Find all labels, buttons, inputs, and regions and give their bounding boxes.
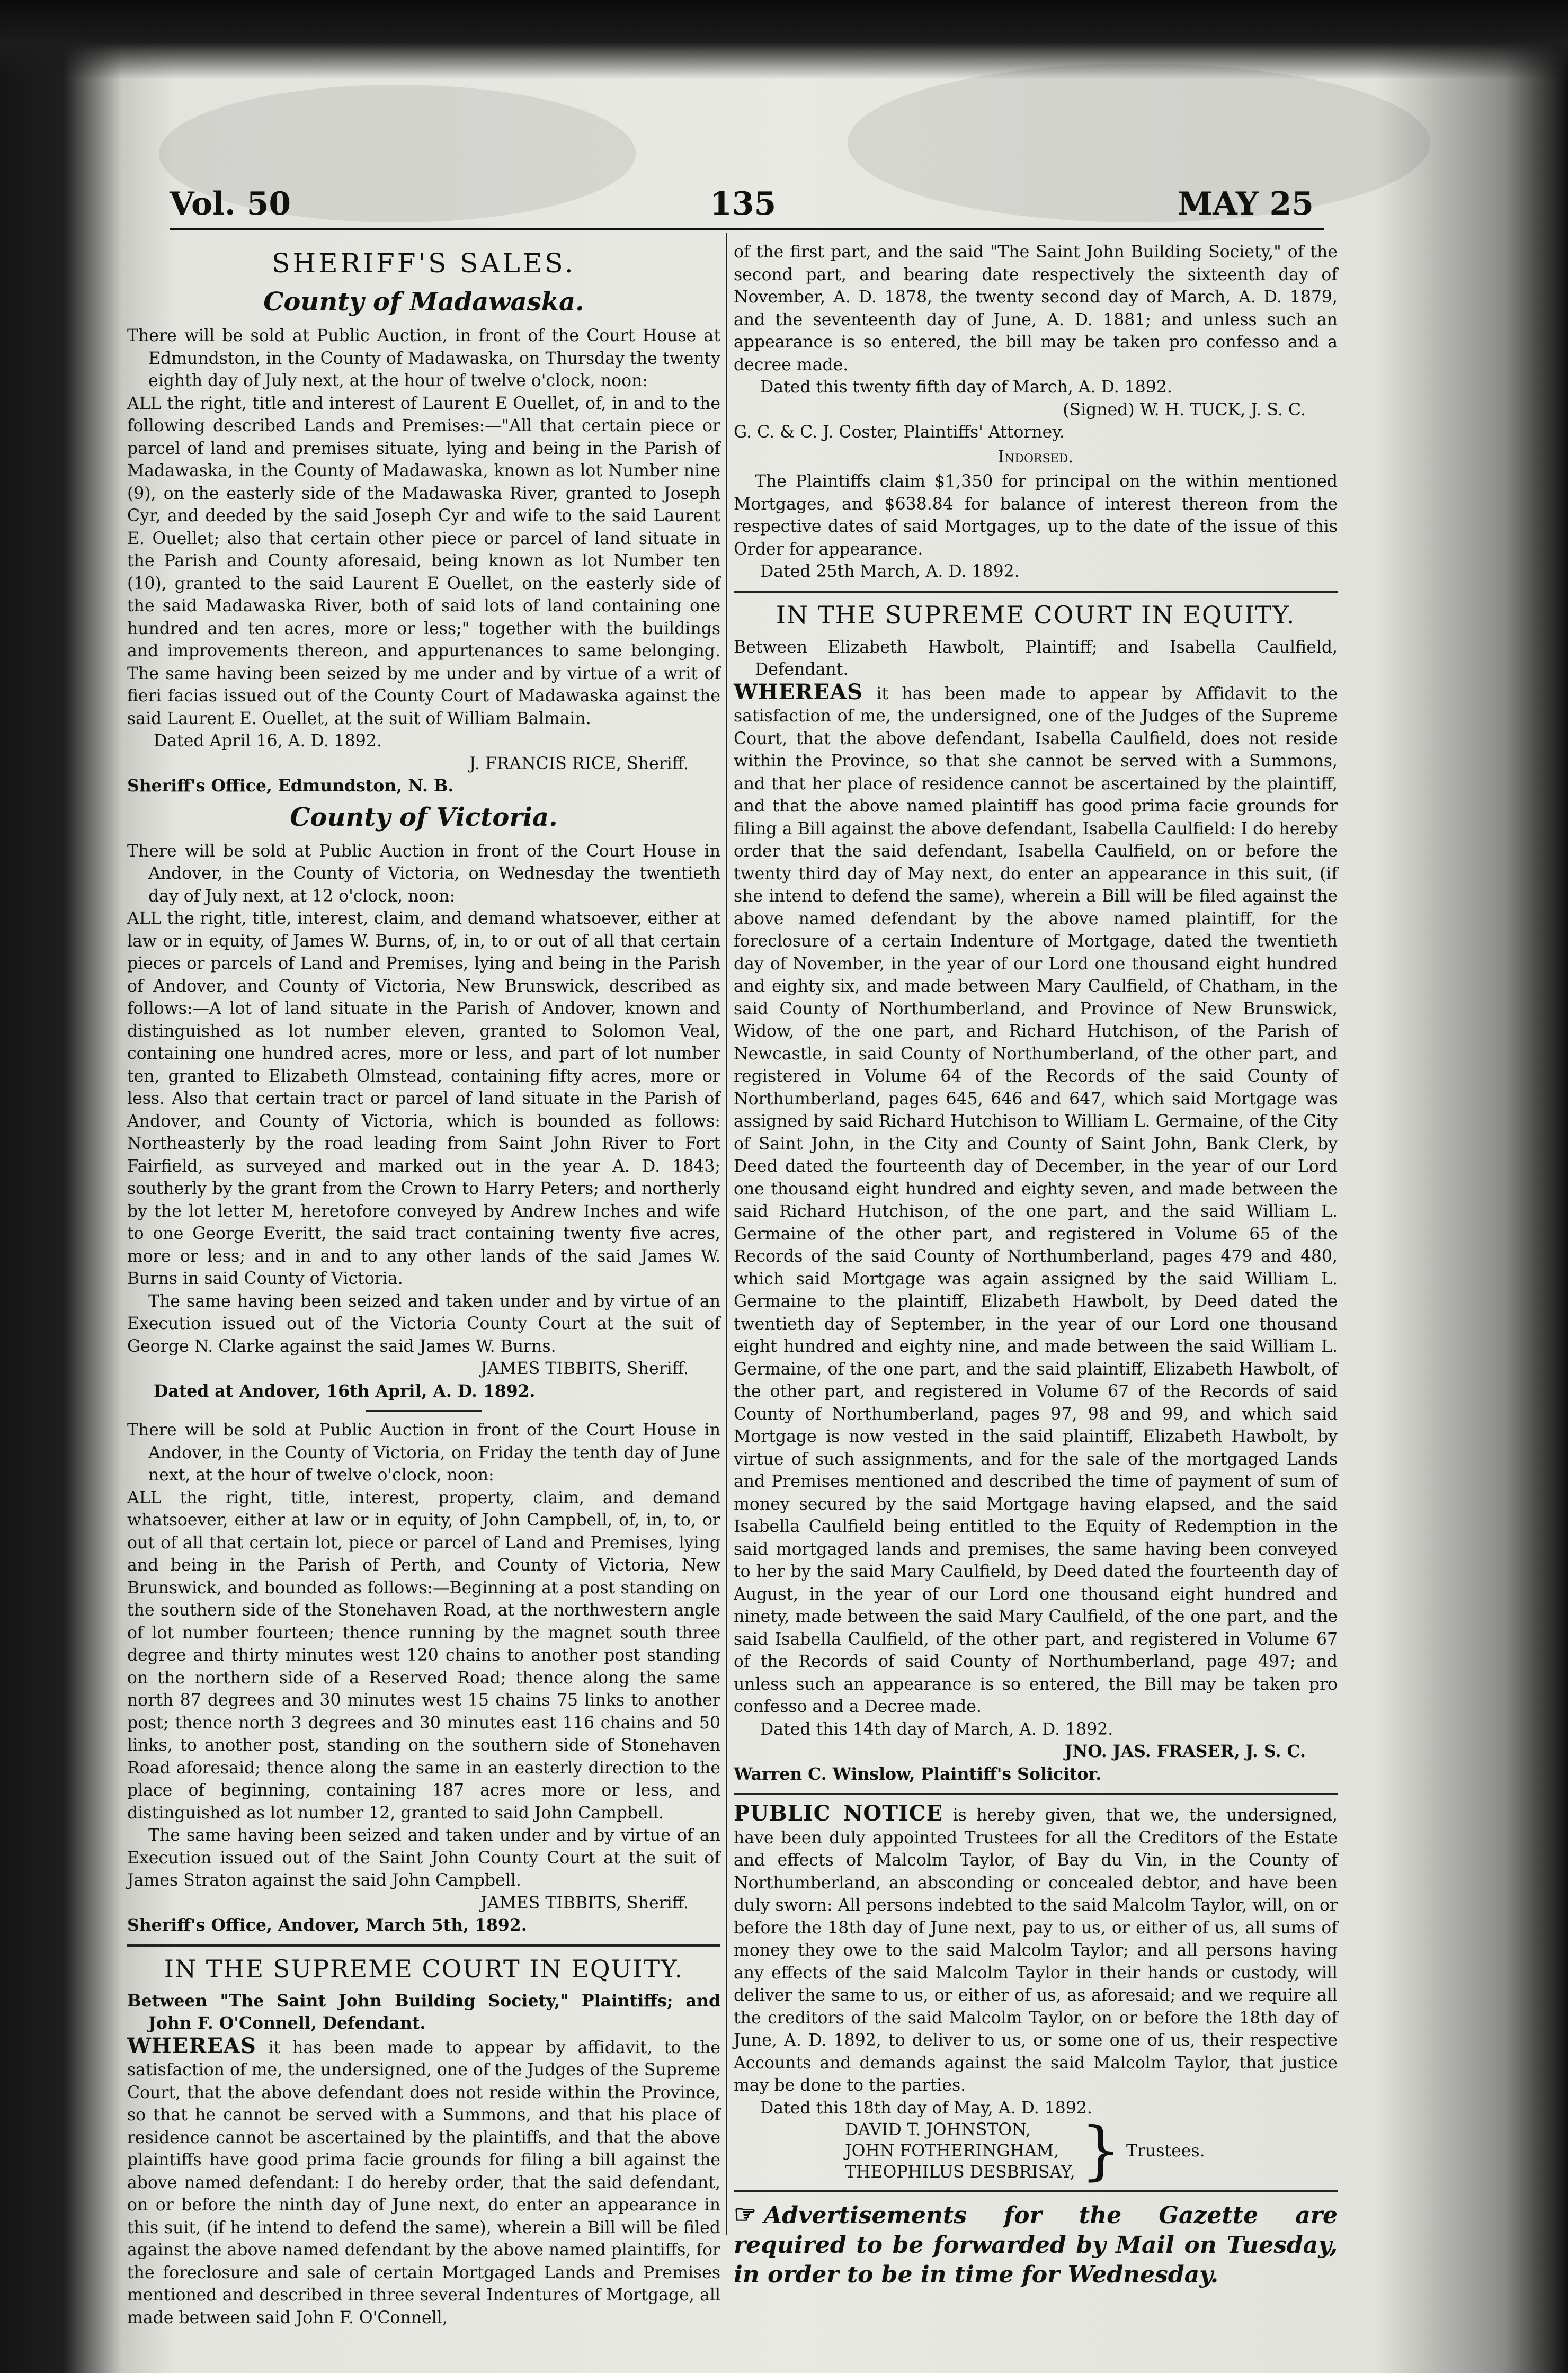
- equity1-indorsed: Indorsed.: [997, 447, 1074, 467]
- column-divider: [726, 233, 727, 2235]
- victoria-sale1-intro: There will be sold at Public Auction in front of the Court House in Andover, in the County of Victoria, on Wednesday the twentieth day of July next, at 12 o'clock, noon:: [127, 841, 720, 906]
- victoria-sale1-body: ALL the right, title, interest, claim, and demand whatsoever, either at law or in equity, of James W. Burns, of, in, to or out of all that certain pieces or parcels of Land and Premises, lying and being in the Parish of Andover, and County of Victoria, New Brunswick, described as follows:—A lot of land situate in the Parish of Andover, known and distinguished as lot number eleven, granted to Solomon Veal, containing one hundred acres, more or less, and part of lot number ten, granted to Elizabeth Olmstead, containing fifty acres, more or less. Also that certain tract or parcel of land situate in the Parish of Andover, and County of Victoria, which is bounded as follows: Northeasterly by the road leading from Saint John River to Fort Fairfield, as surveyed and marked out in the year A. D. 1843; southerly by the grant from the Crown to Harry Peters; and northerly by the lot letter M, heretofore conveyed by Andrew Inches and wife to one George Everitt, the said tract containing twenty five acres, more or less; and in and to any other lands of the said James W. Burns in said County of Victoria.: [127, 909, 720, 1288]
- equity1-body-continued: of the first part, and the said "The Saint John Building Society," of the second part, and bearing date respectively the sixteenth day of November, A. D. 1878, the twenty second day of March, A. D. 1879, and the seventeenth day of June, A. D. 1881; and unless such an appearance is so entered, the bill may be taken pro confesso and a decree made.: [734, 243, 1338, 374]
- section-rule: [366, 1410, 482, 1412]
- equity1-parties: Between "The Saint John Building Society," Plaintiffs; and John F. O'Connell, Defendant.: [127, 1991, 720, 2033]
- header-rule: [170, 228, 1324, 230]
- volume-number: Vol. 50: [170, 185, 291, 222]
- advertisement-text: Advertisements for the Gazette are required to be forwarded by Mail on Tuesday, in order to be in time for Wednesday.: [734, 2202, 1338, 2288]
- madawaska-signature: J. FRANCIS RICE, Sheriff.: [469, 754, 689, 773]
- advertisement-notice: [734, 2200, 1338, 2290]
- equity1-attorney: G. C. & C. J. Coster, Plaintiffs' Attorney.: [734, 423, 1065, 442]
- victoria-sale1-dated: Dated at Andover, 16th April, A. D. 1892.: [154, 1381, 536, 1401]
- madawaska-body: ALL the right, title and interest of Laurent E Ouellet, of, in and to the following described Lands and Premises:—"All that certain piece or parcel of land and premises situate, lying and being in the Parish of Madawaska, in the County of Madawaska, known as lot Number nine (9), on the easterly side of the Madawaska River, granted to Joseph Cyr, and deeded by the said Joseph Cyr and wife to the said Laurent E. Ouellet; also that certain other piece or parcel of land situate in the Parish and County aforesaid, being known as lot Number ten (10), granted to the said Laurent E Ouellet, on the easterly side of the said Madawaska River, both of said lots of land containing one hundred and ten acres, more or less;" together with the buildings and improvements thereon, and appurtenances to same belonging. The same having been seized by me under and by virtue of a writ of fieri facias issued out of the County Court of Madawaska against the said Laurent E. Ouellet, at the suit of William Balmain.: [127, 394, 720, 728]
- pointing-hand-icon: ☞: [734, 2200, 757, 2229]
- county-heading-victoria: County of Victoria.: [290, 802, 558, 832]
- county-heading-madawaska: County of Madawaska.: [263, 287, 584, 317]
- equity1-body: [127, 2035, 720, 2330]
- equity2-signature: JNO. JAS. FRASER, J. S. C.: [1064, 1742, 1306, 1761]
- equity1-claim: The Plaintiffs claim $1,350 for principal on the within mentioned Mortgages, and $638.84 for balance of interest thereon from the respective dates of said Mortgages, up to the date of the issue of this Order for appearance.: [734, 472, 1338, 559]
- sheriffs-sales-heading: SHERIFF'S SALES.: [272, 248, 576, 279]
- equity1-signature: (Signed) W. H. TUCK, J. S. C.: [1063, 400, 1306, 420]
- trustees-label: Trustees.: [1126, 2141, 1205, 2161]
- trustees-block: [734, 2114, 1338, 2188]
- page-number: 135: [710, 185, 777, 222]
- whereas-word: WHEREAS: [127, 2033, 256, 2058]
- page-header: [170, 185, 1314, 228]
- scan-dark-edge: [0, 0, 1568, 79]
- trustee-name: JOHN FOTHERINGHAM,: [845, 2142, 1059, 2161]
- equity1-claim-dated: Dated 25th March, A. D. 1892.: [760, 562, 1020, 581]
- public-notice-lead: PUBLIC NOTICE: [734, 1801, 943, 1826]
- victoria-sale2-intro: There will be sold at Public Auction in front of the Court House in Andover, in the County of Victoria, on Friday the tenth day of June next, at the hour of twelve o'clock, noon:: [127, 1421, 720, 1485]
- equity1-body-text: it has been made to appear by affidavit, to the satisfaction of me, the undersigned, one of the Judges of the Supreme Court, that the above defendant does not reside within the Province, so that he cannot be served with a Summons, and that his place of residence cannot be ascertained by the plaintiffs, and that the above plaintiffs have good prima facie grounds for filing a bill against the above named defendant: I do hereby order, that the said defendant, on or before the ninth day of June next, do enter an appearance in this suit, (if he intend to defend the same), wherein a Bill will be filed against the above named defendant by the above named plaintiffs, for the foreclosure and sale of certain Mortgaged Lands and Premises mentioned and described in three several Indentures of Mortgage, all made between said John F. O'Connell,: [127, 2038, 721, 2327]
- madawaska-dated: Dated April 16, A. D. 1892.: [154, 731, 382, 751]
- trustee-name: DAVID T. JOHNSTON,: [845, 2120, 1031, 2139]
- madawaska-intro: There will be sold at Public Auction, in front of the Court House at Edmundston, in the County of Madawaska, on Thursday the twenty eighth day of July next, at the hour of twelve o'clock, noon:: [127, 326, 720, 390]
- equity1-dated: Dated this twenty fifth day of March, A. D. 1892.: [760, 378, 1172, 397]
- section-rule: [734, 591, 1338, 593]
- equity2-body: [734, 681, 1338, 1718]
- trustee-name: THEOPHILUS DESBRISAY,: [845, 2163, 1075, 2182]
- right-column: [734, 241, 1338, 2313]
- equity2-parties: Between Elizabeth Hawbolt, Plaintiff; and Isabella Caulfield, Defendant.: [734, 637, 1338, 679]
- whereas-word: WHEREAS: [734, 679, 863, 704]
- section-rule: [127, 1944, 720, 1947]
- madawaska-office: Sheriff's Office, Edmundston, N. B.: [127, 776, 454, 796]
- section-rule: [734, 2190, 1338, 2192]
- victoria-sale2-office: Sheriff's Office, Andover, March 5th, 1892.: [127, 1915, 527, 1935]
- left-column: [127, 241, 720, 2329]
- victoria-sale1-signature: JAMES TIBBITS, Sheriff.: [480, 1359, 689, 1378]
- equity2-body-text: it has been made to appear by Affidavit to the satisfaction of me, the undersigned, one of the Judges of the Supreme Court, that the above defendant, Isabella Caulfield, does not reside within the Province, so that she cannot be served with a Summons, and that her place of residence cannot be ascertained by the plaintiff, and that the above named plaintiff has good prima facie grounds for filing a Bill against the above defendant, Isabella Caulfield: I do hereby order that the said defendant, Isabella Caulfield, on or before the twenty third day of May next, do enter an appearance in this suit, (if she intend to defend the same), wherein a Bill will be filed against the above named defendant by the above named plaintiff, for the foreclosure of a certain Indenture of Mortgage, dated the twentieth day of November, in the year of our Lord one thousand eight hundred and eighty six, and made between Mary Caulfield, of Chatham, in the said County of Northumberland, and Province of New Brunswick, Widow, of the one part, and Richard Hutchison, of the Parish of Newcastle, in said County of Northumberland, of the other part, and registered in Volume 64 of the Records of the said County of Northumberland, pages 645, 646 and 647, which said Mortgage was assigned by said Richard Hutchison to William L. Germaine, of the City of Saint John, in the City and County of Saint John, Bank Clerk, by Deed dated the fourteenth day of December, in the year of our Lord one thousand eight hundred and eighty seven, and made between the said Richard Hutchison, of the one part, and the said William L. Germaine of the other part, and registered in Volume 65 of the Records of the said County of Northumberland, pages 479 and 480, which said Mortgage was again assigned by the said William L. Germaine to the plaintiff, Elizabeth Hawbolt, by Deed dated the twentieth day of September, in the year of our Lord one thousand eight hundred and eighty nine, and made between the said William L. Germaine, of the one part, and the said plaintiff, Elizabeth Hawbolt, of the other part, and registered in Volume 67 of the Records of said County of Northumberland, pages 97, 98 and 99, and which said Mortgage is now vested in the said plaintiff, Elizabeth Hawbolt, by virtue of such assignments, and for the sale of the mortgaged Lands and Premises mentioned and described the time of payment of sum of money secured by the said Mortgage having elapsed, and the said Isabella Caulfield being entitled to the Equity of Redemption in the said mortgaged lands and premises, the same having been conveyed to her by the said Mary Caulfield, by Deed dated the fourteenth day of August, in the year of our Lord one thousand eight hundred and ninety, made between the said Mary Caulfield, of the one part, and the said Isabella Caulfield, of the other part, and registered in Volume 67 of the Records of said County of Northumberland, page 497; and unless such an appearance is so entered, the Bill may be taken pro confesso and a Decree made.: [734, 684, 1338, 1716]
- issue-date: MAY 25: [1177, 185, 1314, 222]
- section-rule: [734, 1793, 1338, 1795]
- victoria-sale2-seized: The same having been seized and taken under and by virtue of an Execution issued out of the Saint John County Court at the suit of James Straton against the said John Campbell.: [127, 1826, 720, 1890]
- victoria-sale2-body: ALL the right, title, interest, property, claim, and demand whatsoever, either at law or in equity, of John Campbell, of, in, to, or out of all that certain lot, piece or parcel of Land and Premises, lying and being in the Parish of Perth, and County of Victoria, New Brunswick, and bounded as follows:—Beginning at a post standing on the southern side of the Stonehaven Road, at the northwestern angle of lot number fourteen; thence running by the magnet south three degree and thirty minutes west 120 chains to another post standing on the northern side of a Reserved Road; thence along the same north 87 degrees and 30 minutes west 15 chains 75 links to another post; thence north 3 degrees and 30 minutes east 116 chains and 50 links, to another post, standing on the southern side of Stonehaven Road aforesaid; thence along the same in an easterly direction to the place of beginning, containing 187 acres more or less, and distinguished as lot number 12, granted to said John Campbell.: [127, 1488, 720, 1823]
- victoria-sale1-seized: The same having been seized and taken under and by virtue of an Execution issued out of the Victoria County Court at the suit of George N. Clarke against the said James W. Burns.: [127, 1291, 720, 1356]
- brace-glyph: }: [1080, 2114, 1121, 2188]
- equity2-dated: Dated this 14th day of March, A. D. 1892.: [760, 1719, 1113, 1739]
- public-notice-text: is hereby given, that we, the undersigned, have been duly appointed Trustees for all the Creditors of the Estate and effects of Malcolm Taylor, of Bay du Vin, in the County of Northumberland, an absconding or concealed debtor, and have been duly sworn: All persons indebted to the said Malcolm Taylor, will, on or before the 18th day of June next, pay to us, or either of us, all sums of money they owe to the said Malcolm Taylor; and all persons having any effects of the said Malcolm Taylor in their hands or custody, will deliver the same to us, or either of us, as aforesaid; and we require all the creditors of the said Malcolm Taylor, on or before the 18th day of June, A. D. 1892, to deliver to us, or some one of us, their respective Accounts and demands against the said Malcolm Taylor, that justice may be done to the parties.: [734, 1806, 1338, 2095]
- public-notice-body: [734, 1803, 1338, 2097]
- equity1-heading: IN THE SUPREME COURT IN EQUITY.: [164, 1954, 684, 1983]
- trustee-names: [845, 2119, 1075, 2183]
- public-notice-dated: Dated this 18th day of May, A. D. 1892.: [760, 2098, 1092, 2118]
- equity2-heading: IN THE SUPREME COURT IN EQUITY.: [776, 600, 1296, 629]
- victoria-sale2-signature: JAMES TIBBITS, Sheriff.: [480, 1893, 689, 1913]
- equity2-solicitor: Warren C. Winslow, Plaintiff's Solicitor.: [734, 1764, 1102, 1784]
